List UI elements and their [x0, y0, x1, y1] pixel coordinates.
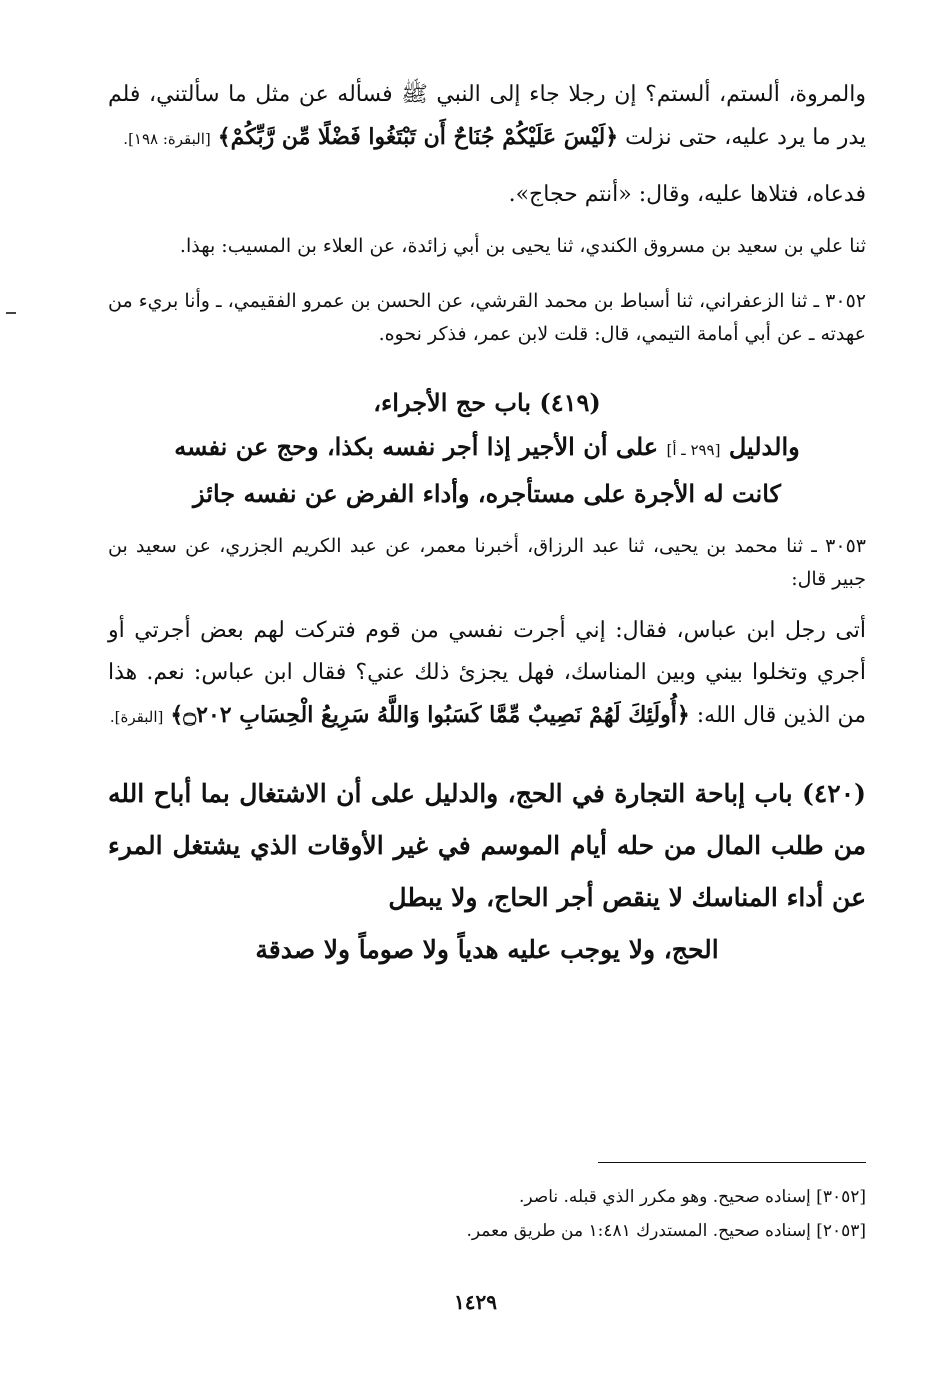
- chapter-heading-419-line-2: [108, 425, 866, 472]
- footnotes: [346, 1180, 866, 1248]
- paragraph-1: [108, 74, 866, 160]
- manuscript-folio-marker: [٢٩٩ ـ أ]: [666, 441, 721, 459]
- heading-419-text-b: على أن الأجير إذا أجر نفسه بكذا، وحج عن نفسه: [174, 432, 659, 461]
- paragraph-2: فدعاه، فتلاها عليه، وقال: «أنتم حجاج».: [508, 182, 866, 207]
- quran-reference-2: [البقرة].: [109, 708, 164, 726]
- margin-mark: [6, 312, 16, 314]
- chapter-heading-420-text: (٤٢٠) باب إباحة التجارة في الحج، والدليل على أن الاشتغال بما أباح الله من طلب المال من حله أيام الموسم في غير الأوقات الذي يشتغل المرء عن أداء المناسك لا ينقص أجر الحاج، ولا يبطل: [108, 779, 866, 912]
- hadith-3052: ٣٠٥٢ ـ ثنا الزعفراني، ثنا أسباط بن محمد القرشي، عن الحسن بن عمرو الفقيمي، ـ وأنا بريء من عهدته ـ عن أبي أمامة التيمي، قال: قلت لابن عمر، فذكر نحوه.: [108, 290, 866, 345]
- isnad-paragraph: ثنا علي بن سعيد بن مسروق الكندي، ثنا يحيى بن أبي زائدة، عن العلاء بن المسيب: بهذا.: [179, 235, 866, 257]
- quran-reference-1: [البقرة: ١٩٨].: [123, 130, 211, 148]
- page-body: [108, 74, 866, 976]
- chapter-heading-420-last-line: الحج، ولا يوجب عليه هدياً ولا صوماً ولا صدقة: [255, 935, 719, 964]
- paragraph-ibn-abbas: [108, 610, 866, 738]
- footnote-3052: [٣٠٥٢] إسناده صحيح. وهو مكرر الذي قبله. ناصر.: [518, 1187, 866, 1207]
- heading-419-text-a: والدليل: [728, 432, 800, 461]
- hadith-3053: ٣٠٥٣ ـ ثنا محمد بن يحيى، ثنا عبد الرزاق، أخبرنا معمر، عن عبد الكريم الجزري، عن سعيد بن جبير قال:: [108, 535, 866, 590]
- quran-verse-1: ﴿لَيْسَ عَلَيْكُمْ جُنَاحٌ أَن تَبْتَغُوا فَضْلًا مِّن رَّبِّكُمْ﴾: [217, 124, 619, 150]
- paragraph-ibn-abbas-text: أتى رجل ابن عباس، فقال: إني أجرت نفسي من قوم فتركت لهم بعض أجرتي أو أجري وتخلوا بيني وبين المناسك، فهل يجزئ ذلك عني؟ فقال ابن عباس: نعم. هذا من الذين قال الله:: [108, 618, 866, 728]
- page-number: ١٤٢٩: [454, 1290, 497, 1314]
- paragraph-1-text: والمروة، ألستم، ألستم؟ إن رجلا جاء إلى النبي ﷺ فسأله عن مثل ما سألتني، فلم يدر ما يرد عليه، حتى نزلت: [108, 82, 866, 150]
- chapter-heading-419-line-3: كانت له الأجرة على مستأجره، وأداء الفرض عن نفسه جائز: [193, 479, 781, 508]
- footnote-2053: [٢٠٥٣] إسناده صحيح. المستدرك ١:٤٨١ من طريق معمر.: [466, 1221, 866, 1241]
- quran-verse-2: ﴿أُولَئِكَ لَهُمْ نَصِيبٌ مِّمَّا كَسَبُوا وَاللَّهُ سَرِيعُ الْحِسَابِ ۝٢٠٢﴾: [170, 702, 690, 728]
- chapter-heading-419-title: (٤١٩) باب حج الأجراء،: [373, 388, 601, 417]
- footnote-divider: [598, 1162, 866, 1163]
- chapter-heading-420: [108, 768, 866, 976]
